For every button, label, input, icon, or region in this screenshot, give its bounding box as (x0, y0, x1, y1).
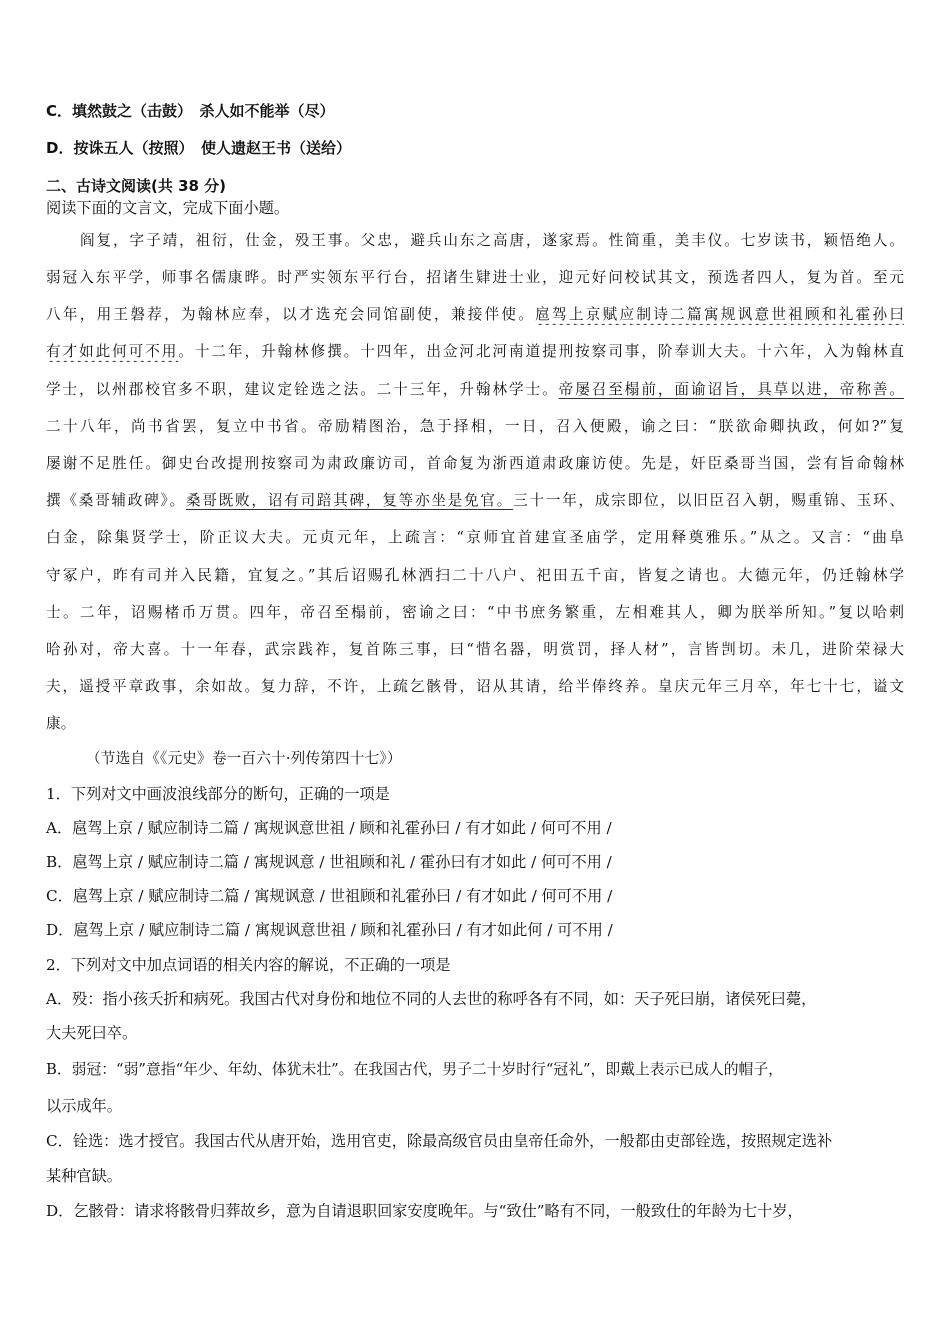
passage-line: 康。 (46, 715, 76, 732)
passage-line: 白金，除集贤学士，阶正议大夫。元贞元年，上疏言：“京师宜首建宣圣庙学，定用释奠雅乐。”从之。又言：“曲阜 (46, 529, 904, 546)
passage-line: 弱冠入东平学，师事名儒康晔。时严实领东平行台，招诸生肄进士业，迎元好问校试其文，预选者四人，复为首。至元 (46, 269, 904, 286)
passage-line: 夫，遥授平章政事，余如故。复力辞，不许，上疏乞骸骨，诏从其请，给半俸终养。皇庆元年三月卒，年七十七，谥文 (46, 678, 904, 695)
answer-option: D．乞骸骨：请求将骸骨归葬故乡，意为自请退职回家安度晚年。与“致仕”略有不同，一般致仕的年龄为七十岁， (46, 1202, 803, 1220)
passage-line (46, 305, 904, 325)
section-instruction: 阅读下面的文言文，完成下面小题。 (46, 199, 289, 217)
passage-line: 守冢户，昨有司并入民籍，宜复之。”其后诏赐孔林洒扫二十八户、祀田五千亩，皆复之请也。大德元年，仍迁翰林学 (46, 567, 904, 584)
answer-option: A．殁：指小孩夭折和病死。我国古代对身份和地位不同的人去世的称呼各有不同，如：天子死曰崩，诸侯死曰薨， (46, 990, 817, 1008)
wavy-underlined-text: 有才如此何可不用 (46, 343, 179, 360)
answer-option-cont: 大夫死曰卒。 (46, 1024, 138, 1042)
passage-text: 学士，以州郡校官多不职，建议定铨选之法。二十三年，升翰林学士。 (46, 381, 559, 398)
underlined-text: 桑哥既败，诏有司踣其碑，复等亦坐是免官。 (185, 492, 514, 509)
question-stem: 1．下列对文中画波浪线部分的断句，正确的一项是 (46, 785, 390, 803)
passage-text: 撰《桑哥辅政碑》。 (46, 492, 186, 509)
passage-line: 士。二年，诏赐楮币万贯。四年，帝召至榻前，密谕之曰：“中书庶务繁重，左相难其人，卿为朕举所知。”复以哈剌 (46, 604, 904, 621)
wavy-underlined-text: 扈驾上京赋应制诗二篇寓规讽意世祖顾和礼霍孙曰 (535, 306, 904, 323)
passage-text: 。十二年，升翰林修撰。十四年，出佥河北河南道提刑按察司事，阶奉训大夫。十六年，入为翰林直 (178, 343, 904, 360)
answer-option-cont: 某种官缺。 (46, 1167, 122, 1185)
passage-text: 八年，用王磐荐，为翰林应奉，以才选充会同馆副使，兼接伴使。 (46, 306, 536, 323)
answer-option: C．铨选：选才授官。我国古代从唐开始，选用官吏，除最高级官员由皇帝任命外，一般都由吏部铨选，按照规定选补 (46, 1132, 833, 1150)
passage-line (46, 342, 904, 362)
passage-line (46, 491, 904, 511)
answer-option: A．扈驾上京 / 赋应制诗二篇 / 寓规讽意世祖 / 顾和礼霍孙曰 / 有才如此 / 何可不用 / (46, 819, 612, 837)
answer-option: B．弱冠：“弱”意指“年少、年幼、体犹未壮”。在我国古代，男子二十岁时行“冠礼”，即戴上表示已成人的帽子， (46, 1061, 783, 1078)
passage-line (46, 380, 904, 400)
answer-option: D．扈驾上京 / 赋应制诗二篇 / 寓规讽意世祖 / 顾和礼霍孙曰 / 有才如此何 / 可不用 / (46, 921, 613, 939)
answer-option: B．扈驾上京 / 赋应制诗二篇 / 寓规讽意 / 世祖顾和礼 / 霍孙曰有才如此 / 何可不用 / (46, 853, 612, 871)
underlined-text: 帝屡召至榻前，面谕诏旨，具草以进，帝称善。 (558, 381, 904, 398)
option-d-top: D．按诛五人（按照） 使人遗赵王书（送给） (46, 139, 351, 157)
answer-option: C．扈驾上京 / 赋应制诗二篇 / 寓规讽意 / 世祖顾和礼霍孙曰 / 有才如此 / 何可不用 / (46, 887, 613, 905)
passage-line: 阎复，字子靖，祖衍，仕金，殁王事。父忠，避兵山东之高唐，遂家焉。性简重，美丰仪。七岁读书，颖悟绝人。 (80, 232, 904, 249)
passage-line: 二十八年，尚书省罢，复立中书省。帝励精图治，急于择相，一日，召入便殿，谕之曰：“朕欲命卿执政，何如?”复 (46, 418, 904, 435)
passage-text: 三十一年，成宗即位，以旧臣召入朝，赐重锦、玉环、 (513, 492, 904, 509)
option-c-top: C．填然鼓之（击鼓） 杀人如不能举（尽） (46, 102, 335, 120)
section-title: 二、古诗文阅读(共 38 分) (46, 177, 227, 195)
passage-line: 哈孙对，帝大喜。十一年春，武宗践祚，复首陈三事，曰“惜名器，明赏罚，择人材”，言皆剀切。未几，进阶荣禄大 (46, 641, 904, 658)
passage-line: 屡谢不足胜任。御史台改提刑按察司为肃政廉访司，首命复为浙西道肃政廉访使。先是，奸臣桑哥当国，尝有旨命翰林 (46, 455, 904, 472)
passage-source: （节选自《《元史》卷一百六十·列传第四十七》） (86, 750, 402, 767)
question-stem: 2．下列对文中加点词语的相关内容的解说，不正确的一项是 (46, 956, 451, 974)
answer-option-cont: 以示成年。 (46, 1097, 122, 1115)
